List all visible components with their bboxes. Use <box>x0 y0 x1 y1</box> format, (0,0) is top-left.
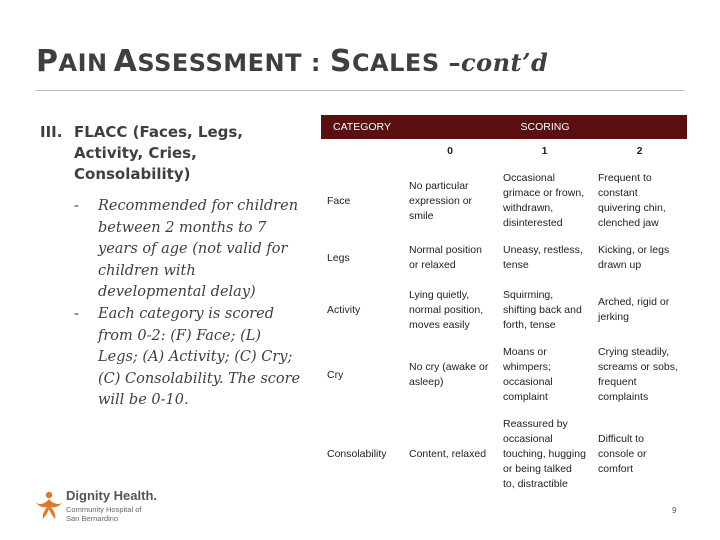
page-title <box>36 44 548 79</box>
bullet-item <box>74 304 304 412</box>
score-1-cell: Squirming, shifting back and forth, tense <box>497 278 592 343</box>
title-contd: cont’d <box>460 48 549 77</box>
table-row <box>321 164 687 239</box>
bullet-text: Recommended for children between 2 months to 7 years of age (not valid for children with developmental delay) <box>98 198 299 301</box>
title-ain: AIN <box>58 49 108 77</box>
bullet-text: Each category is scored from 0-2: (F) Face; (L) Legs; (A) Activity; (C) Cry; (C) Consolability. The score will be 0-10. <box>98 305 301 409</box>
score-header-2: 2 <box>636 144 643 157</box>
table-row <box>321 408 687 501</box>
score-1-cell: Occasional grimace or frown, withdrawn, disinterested <box>497 164 592 239</box>
title-colon: : <box>302 49 330 77</box>
category-cell: Cry <box>321 343 403 408</box>
score-header-0: 0 <box>447 144 453 157</box>
title-initial-a: A <box>113 44 138 79</box>
section-heading <box>40 122 290 185</box>
score-0-cell: Normal position or relaxed <box>403 239 497 278</box>
logo-subtitle <box>66 505 141 523</box>
score-1-cell: Reassured by occasional touching, hugging or being talked to, distractible <box>497 408 592 501</box>
logo-subtitle-line2: San Bernardino <box>66 514 119 523</box>
score-0-cell: No cry (awake or asleep) <box>403 343 497 408</box>
score-2-cell: Frequent to constant quivering chin, clenched jaw <box>592 164 687 239</box>
title-initial-p: P <box>36 44 59 79</box>
title-dash: – <box>439 49 461 77</box>
bullet-list <box>74 196 304 412</box>
score-header-1: 1 <box>541 144 548 157</box>
score-0-cell: No particular expression or smile <box>403 164 497 239</box>
category-cell: Legs <box>321 239 403 278</box>
score-1-cell: Uneasy, restless, tense <box>497 239 592 278</box>
dignity-health-mark-icon <box>34 490 64 520</box>
section-heading-text: FLACC (Faces, Legs, Activity, Cries, Consolability) <box>74 123 244 183</box>
title-initial-s: S <box>329 44 352 79</box>
table-row <box>321 343 687 408</box>
table-header-row <box>321 115 687 139</box>
score-1-cell: Moans or whimpers; occasional complaint <box>497 343 592 408</box>
category-header: CATEGORY <box>321 115 403 139</box>
bullet-item <box>74 196 304 304</box>
category-cell: Consolability <box>321 408 403 501</box>
page-number: 9 <box>672 506 677 515</box>
section-number: III. <box>40 123 63 141</box>
score-0-cell: Content, relaxed <box>403 408 497 501</box>
score-2-cell: Difficult to console or comfort <box>592 408 687 501</box>
dignity-health-logo <box>34 488 194 528</box>
bullet-dash: - <box>74 305 79 322</box>
score-0-cell: Lying quietly, normal position, moves easily <box>403 278 497 343</box>
flacc-table <box>321 115 687 500</box>
scoring-header: SCORING <box>403 115 687 139</box>
category-cell: Activity <box>321 278 403 343</box>
title-divider <box>36 90 684 91</box>
bullet-dash: - <box>74 198 79 214</box>
score-header-row <box>321 139 687 164</box>
table-row <box>321 239 687 278</box>
logo-name: Dignity Health. <box>66 488 158 503</box>
score-header-blank <box>321 139 403 164</box>
score-2-cell: Crying steadily, screams or sobs, frequent complaints <box>592 343 687 408</box>
table-row <box>321 278 687 343</box>
score-2-cell: Kicking, or legs drawn up <box>592 239 687 278</box>
title-ssessment: SSESSMENT <box>137 49 303 77</box>
logo-subtitle-line1: Community Hospital of <box>66 505 142 514</box>
title-cales: CALES <box>351 49 440 77</box>
score-2-cell: Arched, rigid or jerking <box>592 278 687 343</box>
category-cell: Face <box>321 164 403 239</box>
